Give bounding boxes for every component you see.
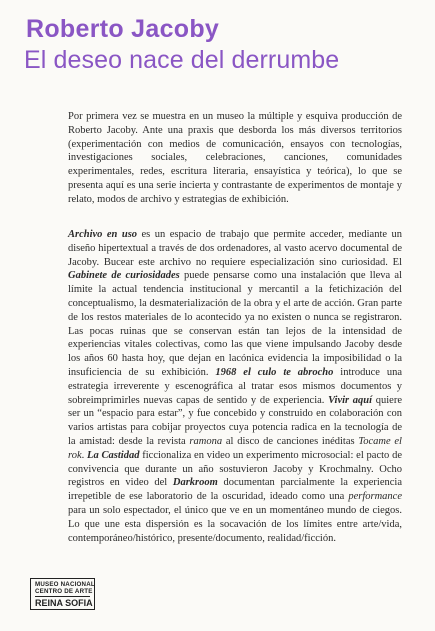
- section-text-castidad: ficcionaliza en video un experimento microsocial: el pacto de convivencia que durante un año sostuvieron Jacoby y Krochmalny. Ocho registros en video del: [68, 449, 403, 489]
- section-text-1968: introduce una estrategia irreverente y escenográfica al tratar esos mismos documentos y sobreimprimirles nuevas capas de sentido y de experiencia.: [68, 366, 402, 406]
- section-text-vivir-2: al disco de canciones inéditas: [222, 435, 359, 447]
- page-title: El deseo nace del derrumbe: [24, 46, 340, 74]
- performance-word: performance: [348, 491, 402, 503]
- section-title-archivo: Archivo en uso: [68, 229, 138, 240]
- body-paragraph: [68, 228, 402, 545]
- logo-line-1: MUSEO NACIONAL: [35, 581, 95, 588]
- section-text-archivo: es un espacio de trabajo que permite acceder, mediante un diseño hipertextual a través de dos ordenadores, al vasto acervo documental de Jacoby. Bucear este archivo no requiere especialización sino curiosidad. El: [68, 229, 403, 268]
- section-text-vivir-3: .: [81, 449, 88, 461]
- museum-logo: [30, 578, 95, 610]
- logo-line-3: REINA SOFIA: [35, 598, 93, 608]
- logo-line-2: CENTRO DE ARTE: [35, 588, 93, 595]
- section-text-gabinete: puede pensarse como una instalación que lleva al límite la actual tendencia institucional y mercantil a la fetichización del conceptualismo, la desmaterialización de la obra y el arte de acción. Gran parte de los restos materiales de lo acontecido ya no existen o nunca se registraron. Las pocas ruinas que se conservan están tan lejos de la intensidad de experiencias vitales colectivas, como las que viene impulsando Jacoby desde los años 60 hasta hoy, que dejan en lacónica evidencia la imposibilidad o la insuficiencia de su exhibición.: [68, 270, 402, 378]
- section-title-1968: 1968 el culo te abrocho: [215, 366, 334, 378]
- section-title-castidad: La Castidad: [87, 449, 140, 461]
- section-text-vivir: quiere ser un “espacio para estar”, y fue concebido y construido en colaboración con varios artistas para cobijar proyectos cuya potencia radica en la tecnología de la amistad: desde la revista: [68, 394, 402, 447]
- magazine-name: ramona: [189, 435, 223, 447]
- section-title-vivir: Vivir aquí: [328, 394, 373, 406]
- intro-paragraph: Por primera vez se muestra en un museo la múltiple y esquiva producción de Roberto Jacoby. Ante una praxis que desborda los más diversos territorios (experimentación con medios de comunicación, ensayos con tecnologías, investigaciones sociales, celebraciones, canciones, comunidades experimentales, redes, escritura literaria, ensayística y teórica), lo que se presenta aquí es una serie incierta y contrastante de experimentos de montaje y relato, modos de archivo y estrategias de exhibición.: [68, 111, 402, 205]
- album-name: Tocame el rok: [68, 435, 402, 461]
- section-title-darkroom: Darkroom: [172, 477, 218, 489]
- author-heading: Roberto Jacoby: [26, 15, 220, 43]
- section-text-darkroom-2: para un solo espectador, el único que ve en un momentáneo mundo de ciegos. Lo que une esta dispersión es la socavación de los límites entre arte/vida, contemporáneo/histórico, presente/documento, realidad/ficción.: [68, 504, 402, 544]
- section-text-darkroom: documentan parcialmente la experiencia irrepetible de ese laboratorio de la oscuridad, ideado como una: [68, 477, 402, 503]
- section-title-gabinete: Gabinete de curiosidades: [68, 270, 180, 282]
